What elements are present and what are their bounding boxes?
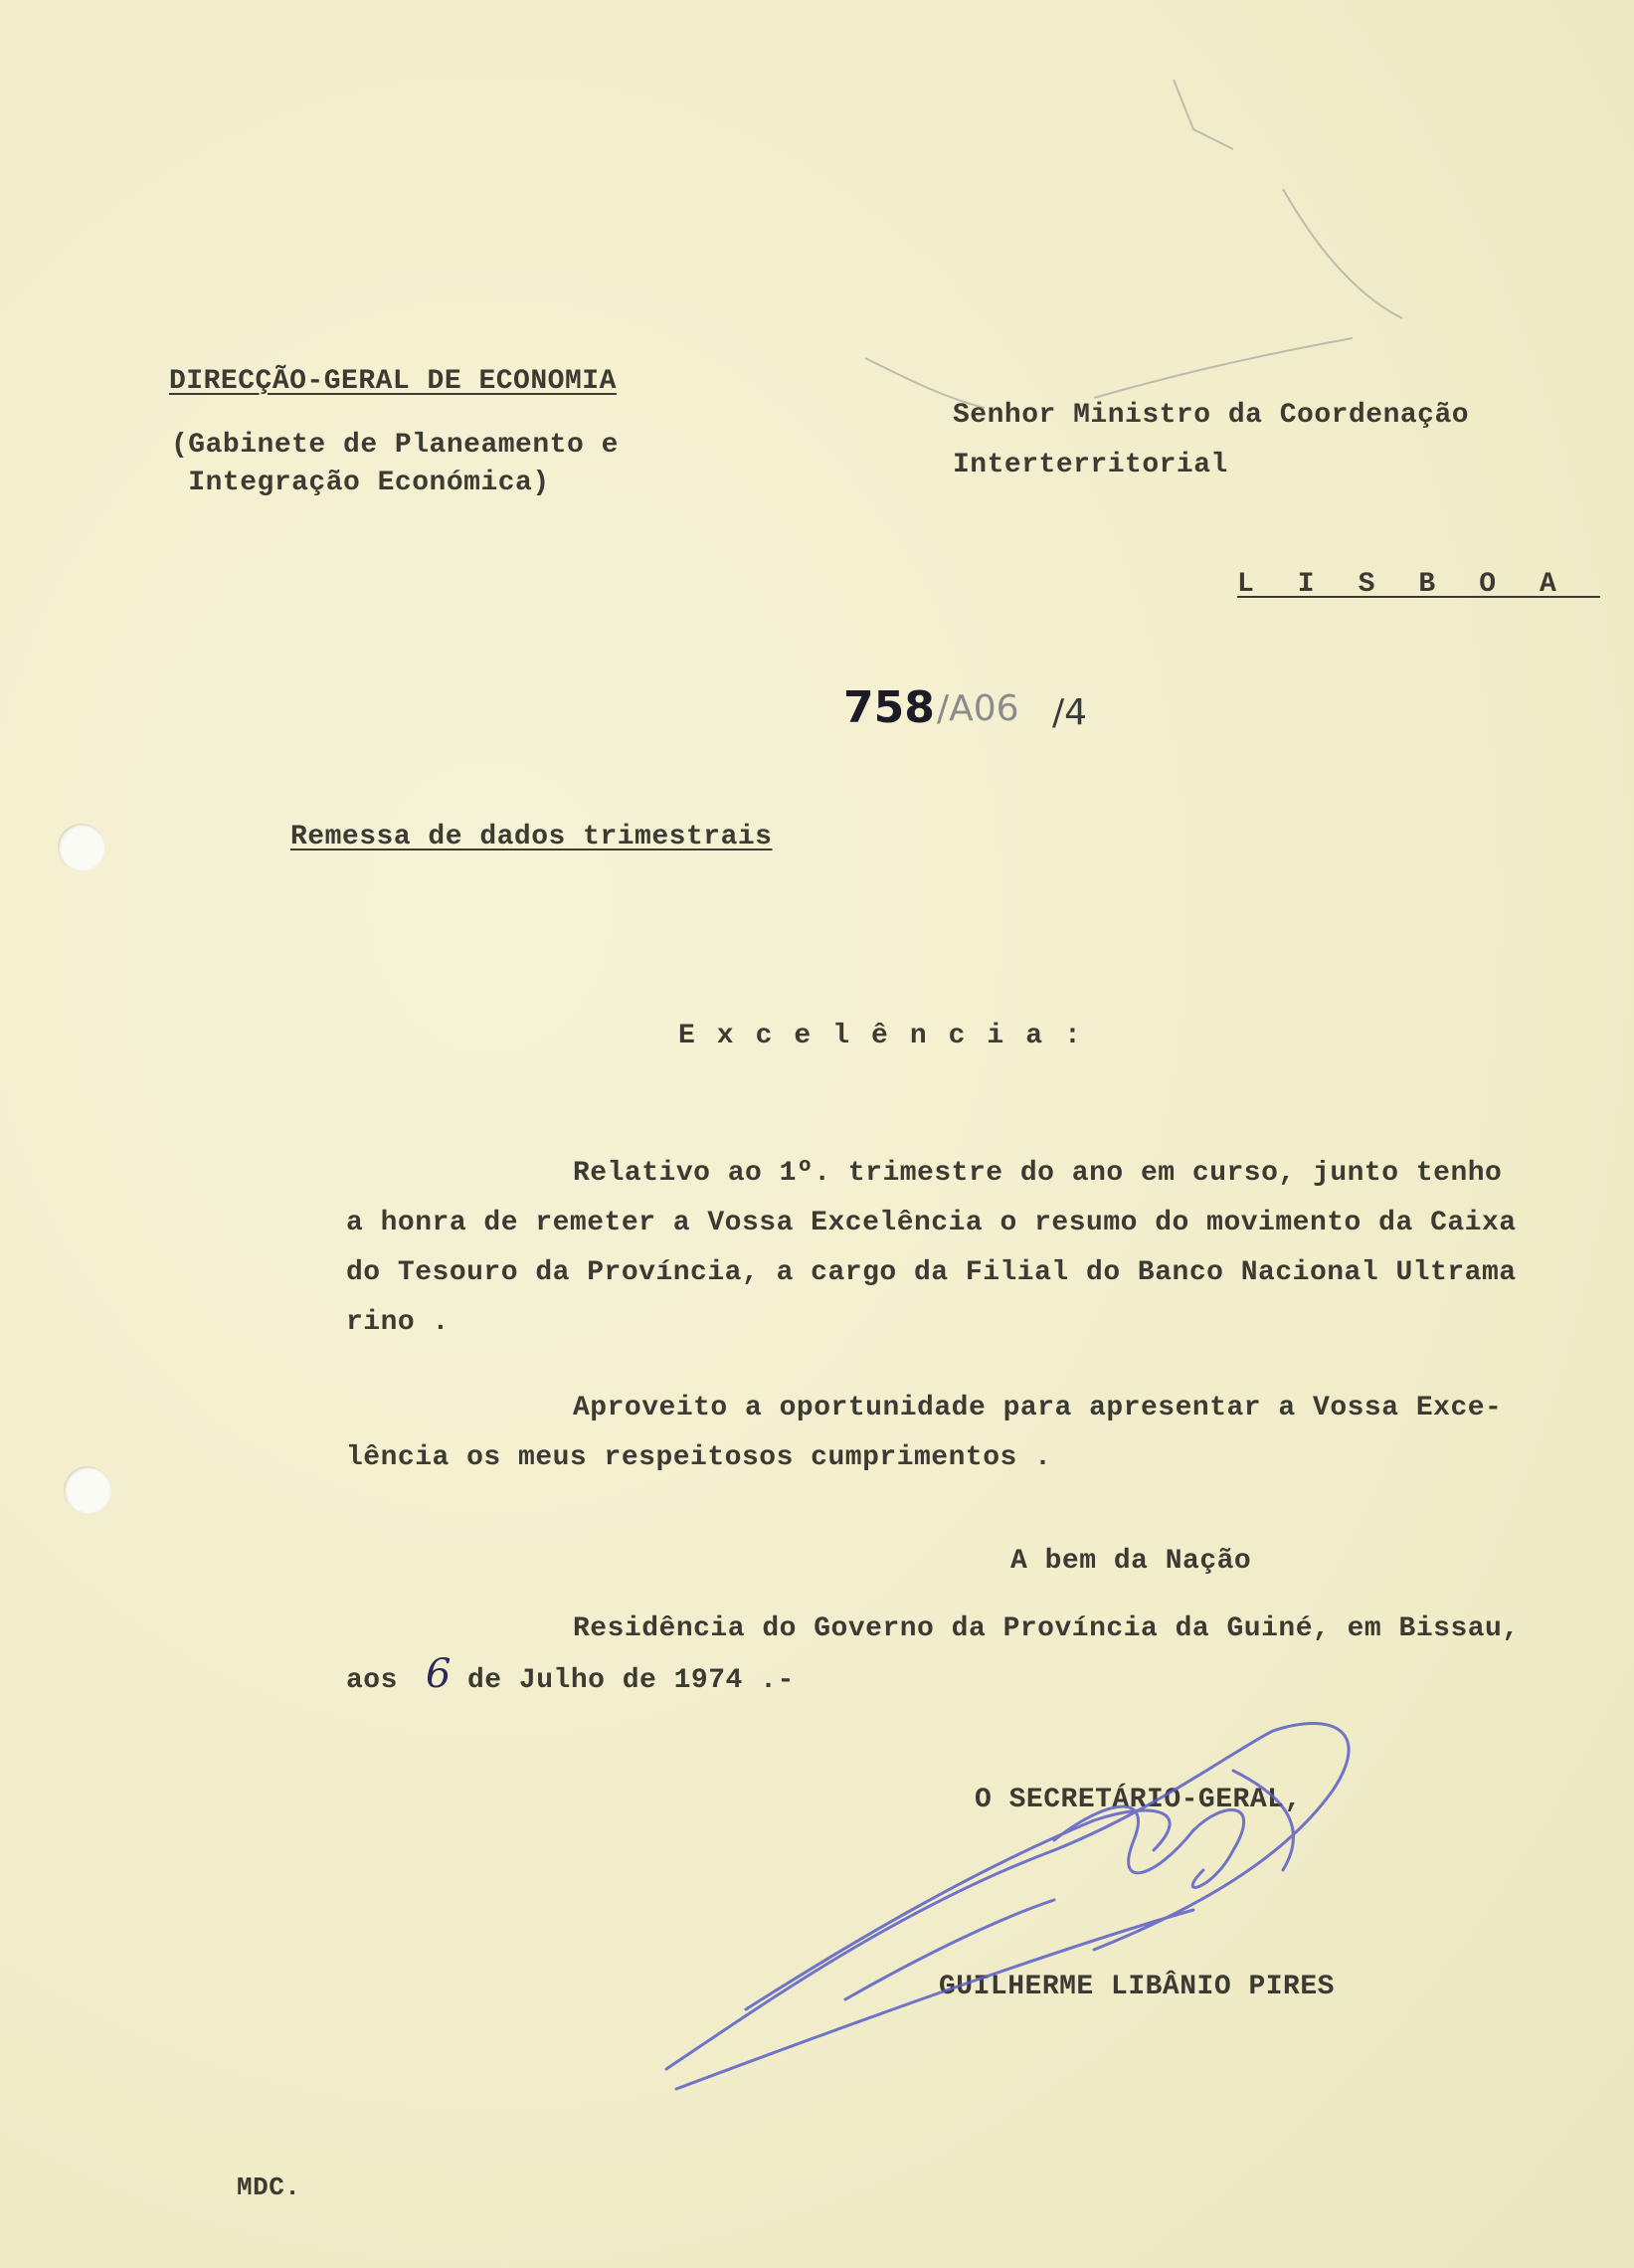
- reference-suffix: /4: [1052, 692, 1088, 733]
- recipient-city: LISBOA: [1237, 569, 1600, 600]
- punch-hole-top: [58, 824, 105, 871]
- closing-date-day-handwritten: 6: [426, 1651, 452, 1697]
- reference-stamp-number: 758: [843, 682, 935, 733]
- closing-motto: A bem da Nação: [1010, 1546, 1252, 1577]
- body-p1-line4: rino .: [346, 1307, 450, 1338]
- typist-initials: MDC.: [237, 2173, 301, 2202]
- reference-pencil-number: /A06: [937, 688, 1019, 729]
- punch-hole-bottom: [64, 1466, 111, 1514]
- subject: Remessa de dados trimestrais: [290, 822, 773, 852]
- closing-date-suffix: de Julho de 1974 .-: [467, 1665, 795, 1696]
- closing-place: Residência do Governo da Província da Guiné, em Bissau,: [573, 1613, 1520, 1644]
- pencil-marks: [845, 40, 1542, 458]
- body-p2-line2: lência os meus respeitosos cumprimentos .: [346, 1442, 1052, 1473]
- sender-department: DIRECÇÃO-GERAL DE ECONOMIA: [169, 366, 617, 397]
- body-p2-line1: Aproveito a oportunidade para apresentar a Vossa Exce-: [573, 1393, 1503, 1423]
- sender-office-line1: (Gabinete de Planeamento e: [171, 430, 619, 461]
- signature-scrawl: [636, 1691, 1452, 2129]
- body-p1-line3: do Tesouro da Província, a cargo da Filial do Banco Nacional Ultrama: [346, 1257, 1517, 1288]
- signature-title: O SECRETÁRIO-GERAL,: [975, 1785, 1302, 1815]
- sender-office-line2: Integração Económica): [171, 468, 550, 498]
- body-p1-line1: Relativo ao 1º. trimestre do ano em curso, junto tenho: [573, 1158, 1503, 1189]
- body-p1-line2: a honra de remeter a Vossa Excelência o resumo do movimento da Caixa: [346, 1208, 1517, 1238]
- recipient-line2: Interterritorial: [953, 450, 1228, 480]
- closing-date-prefix: aos: [346, 1665, 398, 1696]
- salutation: Excelência:: [678, 1021, 1103, 1051]
- recipient-line1: Senhor Ministro da Coordenação: [953, 400, 1470, 431]
- signature-name: GUILHERME LIBÂNIO PIRES: [939, 1972, 1335, 2002]
